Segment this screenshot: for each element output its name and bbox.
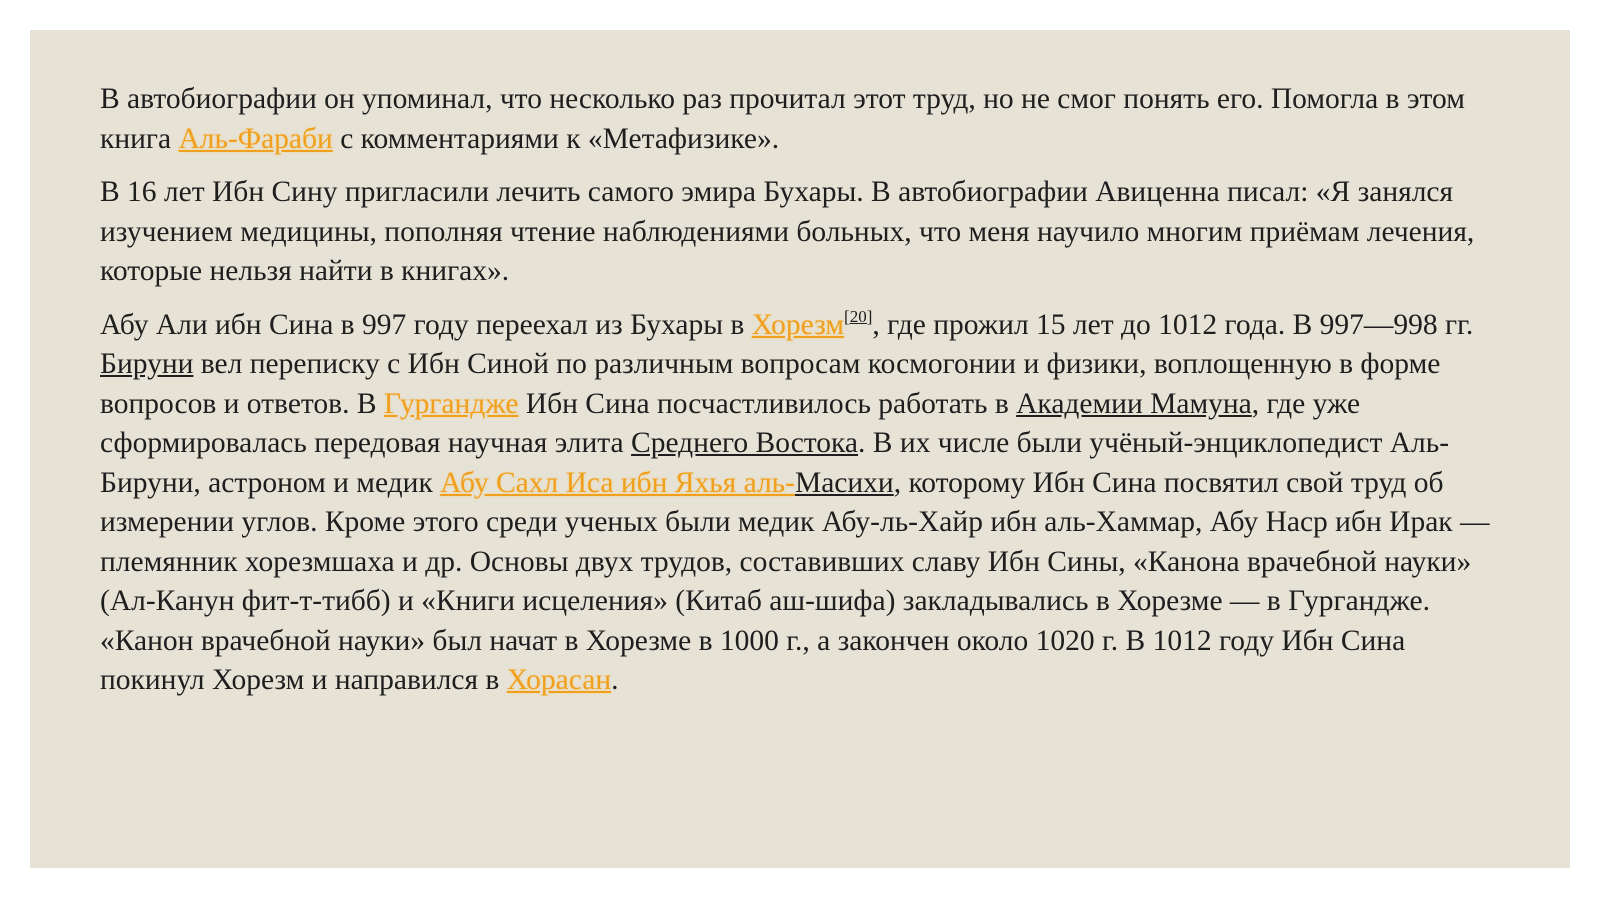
paragraph-3: [100, 306, 1510, 701]
link-al-masihi-part2[interactable]: Масихи: [794, 466, 894, 499]
link-khorasan[interactable]: Хорасан: [506, 664, 612, 696]
text: .: [611, 664, 619, 696]
paragraph-2: [100, 173, 1510, 292]
link-al-masihi-part1[interactable]: Абу Сахл Иса ибн Яхья аль-: [440, 466, 795, 499]
text: вел переписку с Ибн Синой по различным вопросам космогонии и физики, воплощенную в форме вопросов и ответов. В: [100, 348, 1441, 420]
text-body: [100, 80, 1510, 715]
paragraph-1: [100, 80, 1510, 159]
text: Ибн Сина посчастливилось работать в: [518, 387, 1017, 420]
link-middle-east[interactable]: Среднего Востока: [631, 427, 859, 459]
footnote-ref-20[interactable]: [20]: [844, 306, 873, 326]
slide: [30, 30, 1570, 868]
text: , где уже сформировалась передовая научная элита: [100, 387, 1361, 459]
link-academy-of-mamun[interactable]: Академии Мамуна: [1016, 387, 1252, 420]
link-khorezm[interactable]: Хорезм: [751, 308, 845, 341]
link-al-farabi[interactable]: Аль-Фараби: [178, 122, 333, 155]
link-biruni[interactable]: Бируни: [100, 348, 194, 380]
text: , где прожил 15 лет до 1012 года. В 997—998 гг.: [872, 308, 1474, 341]
text: Абу Али ибн Сина в 997 году переехал из Бухары в: [100, 308, 752, 341]
text: с комментариями к «Метафизике».: [332, 122, 780, 155]
text: В автобиографии он упоминал, что несколько раз прочитал этот труд, но не смог понять его. Помогла в этом книга: [100, 83, 1465, 155]
text: В 16 лет Ибн Сину пригласили лечить самого эмира Бухары. В автобиографии Авиценна писал: «Я занялся изучением медицины, пополняя чтение наблюдениями больных, что меня научило многим приёмам лечения, которые нельзя найти в книгах».: [100, 176, 1475, 287]
text: . В их числе были учёный-энциклопедист Аль-Бируни, астроном и медик: [100, 427, 1450, 499]
link-gurganj[interactable]: Гургандже: [383, 387, 519, 420]
text: , которому Ибн Сина посвятил свой труд об измерении углов. Кроме этого среди ученых были медик Абу-ль-Хайр ибн аль-Хаммар, Абу Наср ибн Ирак — племянник хорезмшаха и др. Основы двух трудов, составивших славу Ибн Сины, «Канона врачебной науки» (Ал-Канун фит-т-тибб) и «Книги исцеления» (Китаб аш-шифа) закладывались в Хорезме — в Гургандже. «Канон врачебной науки» был начат в Хорезме в 1000 г., а закончен около 1020 г. В 1012 году Ибн Сина покинул Хорезм и направился в: [100, 466, 1490, 696]
